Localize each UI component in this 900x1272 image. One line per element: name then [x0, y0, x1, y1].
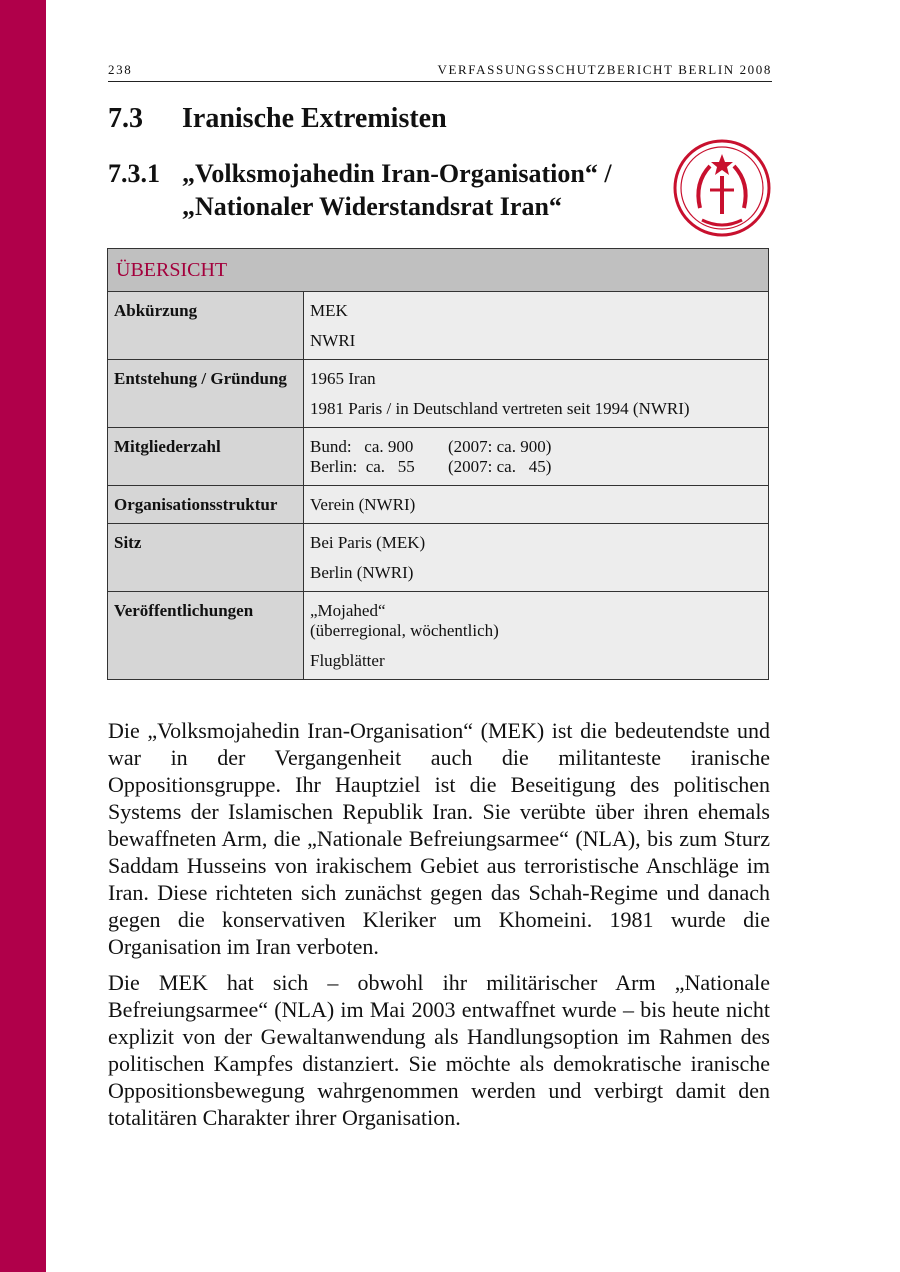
row-value-publications: [304, 592, 769, 680]
row-value-members: [304, 428, 769, 486]
members-berlin-previous: (2007: ca. 45): [448, 457, 552, 476]
value-line: Flugblätter: [310, 651, 385, 670]
value-line: MEK: [310, 301, 348, 320]
overview-table: [107, 248, 769, 680]
subsection-heading: [108, 157, 612, 223]
mek-emblem-icon: [672, 138, 772, 238]
row-label-seat: Sitz: [108, 524, 304, 592]
subsection-title-line2: „Nationaler Widerstandsrat Iran“: [182, 192, 562, 221]
row-label-publications: Veröffentlichungen: [108, 592, 304, 680]
members-row-berlin: [310, 457, 762, 477]
row-value-seat: [304, 524, 769, 592]
members-federal-previous: (2007: ca. 900): [448, 437, 552, 456]
row-value-structure: [304, 486, 769, 524]
table-row: [108, 428, 769, 486]
running-header: [108, 62, 772, 82]
value-line: (überregional, wöchentlich): [310, 621, 499, 640]
value-line: NWRI: [310, 331, 356, 350]
body-text: [108, 717, 770, 1140]
row-value-founding: [304, 360, 769, 428]
value-line: Bei Paris (MEK): [310, 533, 426, 552]
row-label-members: Mitgliederzahl: [108, 428, 304, 486]
table-row: [108, 524, 769, 592]
page-number: 238: [108, 62, 133, 77]
value-line: 1965 Iran: [310, 369, 376, 388]
row-value-abbreviation: [304, 292, 769, 360]
row-label-abbreviation: Abkürzung: [108, 292, 304, 360]
value-line: Berlin (NWRI): [310, 563, 414, 582]
paragraph: Die MEK hat sich – obwohl ihr militärischer Arm „Nationale Befreiungsarmee“ (NLA) im Mai 2003 entwaffnet wurde – bis heute nicht explizit von der Gewaltanwendung als Handlungsoption im Rahmen des politischen Kampfes distanziert. Sie möchte als demokratische iranische Oppositionsbewegung wahrgenommen werden und verbirgt damit den totalitären Charakter ihrer Organisation.: [108, 970, 770, 1130]
table-row: [108, 292, 769, 360]
running-title: VERFASSUNGSSCHUTZBERICHT BERLIN 2008: [437, 62, 772, 77]
members-row-federal: [310, 437, 762, 457]
section-number: 7.3: [108, 103, 143, 134]
value-line: „Mojahed“: [310, 601, 386, 620]
table-row: [108, 592, 769, 680]
table-row: [108, 360, 769, 428]
table-row: [108, 486, 769, 524]
value-line: Verein (NWRI): [310, 495, 416, 514]
section-heading: [108, 103, 447, 135]
row-label-founding: Entstehung / Gründung: [108, 360, 304, 428]
row-label-structure: Organisationsstruktur: [108, 486, 304, 524]
page-side-bar: [0, 0, 46, 1272]
value-line: 1981 Paris / in Deutschland vertreten seit 1994 (NWRI): [310, 399, 690, 418]
subsection-number: 7.3.1: [108, 159, 160, 188]
paragraph: Die „Volksmojahedin Iran-Organisation“ (MEK) ist die bedeutendste und war in der Vergangenheit auch die militanteste iranische Oppositionsgruppe. Ihr Hauptziel ist die Beseitigung des politischen Systems der Islamischen Republik Iran. Sie verübte über ihren ehemals bewaffneten Arm, die „Nationale Befreiungsarmee“ (NLA), bis zum Sturz Saddam Husseins von irakischem Gebiet aus terroristische Anschläge im Iran. Diese richteten sich zunächst gegen das Schah-Regime und danach gegen die konservativen Kleriker um Khomeini. 1981 wurde die Organisation im Iran verboten.: [108, 718, 770, 959]
subsection-title: [182, 157, 612, 223]
members-berlin-count: Berlin: ca. 55: [310, 457, 415, 476]
members-federal-count: Bund: ca. 900: [310, 437, 414, 456]
overview-heading: ÜBERSICHT: [108, 249, 769, 292]
section-title: Iranische Extremisten: [182, 103, 447, 134]
subsection-title-line1: „Volksmojahedin Iran-Organisation“ /: [182, 159, 612, 188]
